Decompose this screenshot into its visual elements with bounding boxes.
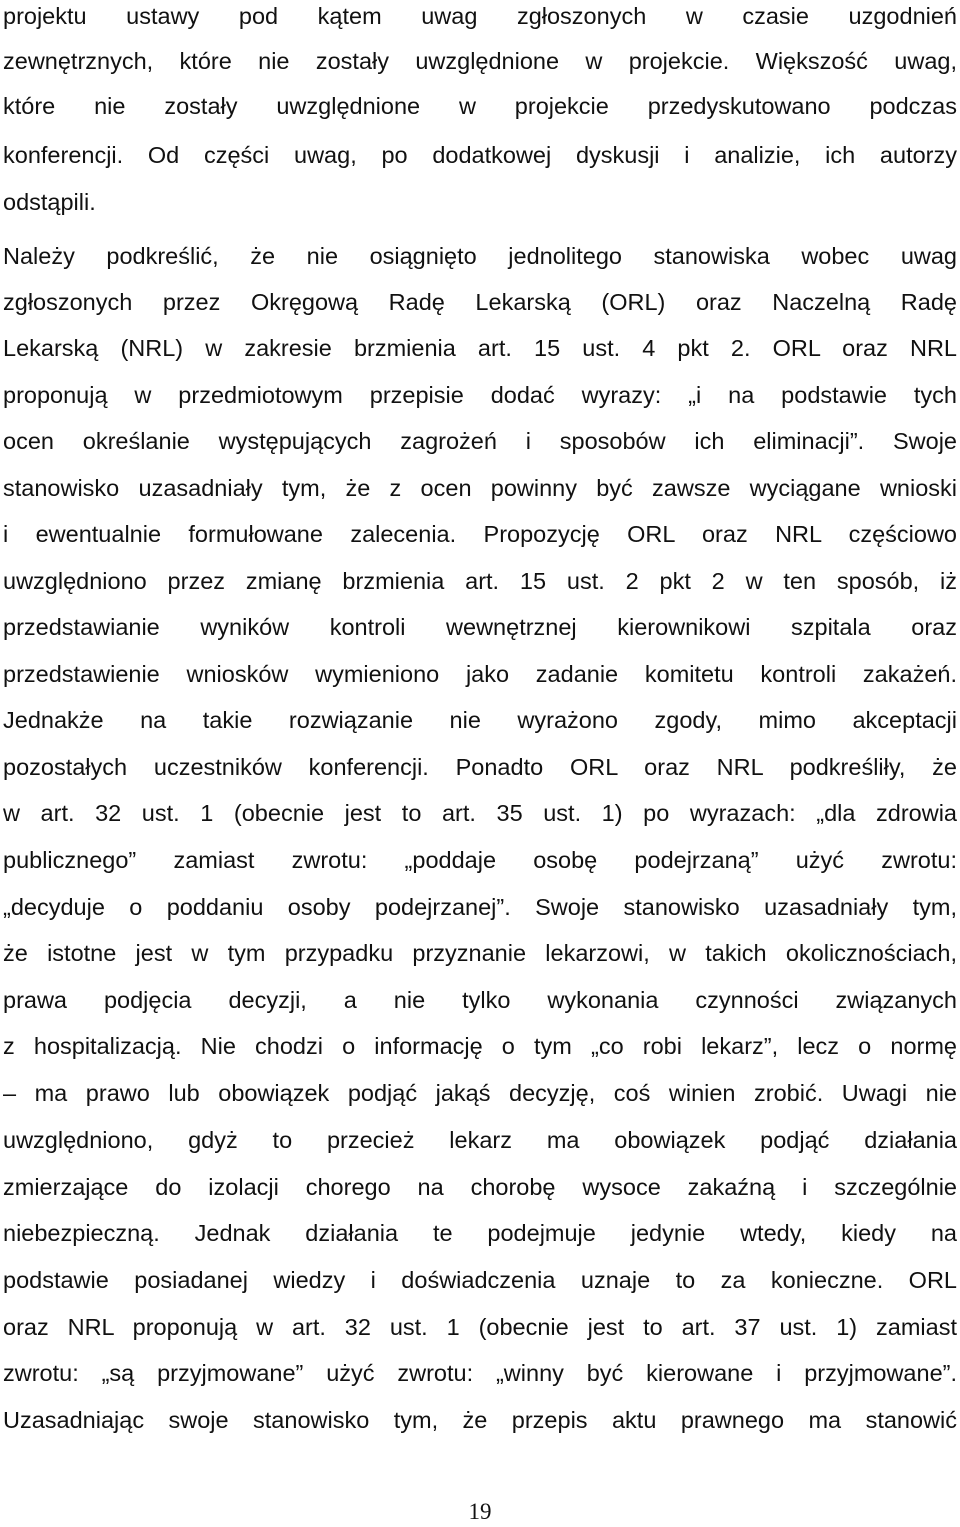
text-line: projektu ustawy pod kątem uwag zgłoszonych w czasie uzgodnień	[3, 3, 957, 29]
text-line: niebezpieczną. Jednak działania te podejmuje jedynie wtedy, kiedy na	[3, 1220, 957, 1246]
text-line: Jednakże na takie rozwiązanie nie wyrażono zgody, mimo akceptacji	[3, 707, 957, 733]
text-line: prawa podjęcia decyzji, a nie tylko wykonania czynności związanych	[3, 987, 957, 1013]
text-line: zwrotu: „są przyjmowane” użyć zwrotu: „winny być kierowane i przyjmowane”.	[3, 1360, 957, 1386]
text-line: podstawie posiadanej wiedzy i doświadczenia uznaje to za konieczne. ORL	[3, 1267, 957, 1293]
text-line: przedstawianie wyników kontroli wewnętrznej kierownikowi szpitala oraz	[3, 614, 957, 640]
text-line: Uzasadniając swoje stanowisko tym, że przepis aktu prawnego ma stanowić	[3, 1407, 957, 1433]
text-line: oraz NRL proponują w art. 32 ust. 1 (obecnie jest to art. 37 ust. 1) zamiast	[3, 1314, 957, 1340]
text-line: uwzględniono przez zmianę brzmienia art. 15 ust. 2 pkt 2 w ten sposób, iż	[3, 568, 957, 594]
text-line: ocen określanie występujących zagrożeń i sposobów ich eliminacji”. Swoje	[3, 428, 957, 454]
text-line: że istotne jest w tym przypadku przyznanie lekarzowi, w takich okolicznościach,	[3, 940, 957, 966]
text-line: stanowisko uzasadniały tym, że z ocen powinny być zawsze wyciągane wnioski	[3, 475, 957, 501]
text-line: proponują w przedmiotowym przepisie dodać wyrazy: „i na podstawie tych	[3, 382, 957, 408]
text-line: uwzględniono, gdyż to przecież lekarz ma obowiązek podjąć działania	[3, 1127, 957, 1153]
text-line: odstąpili.	[3, 189, 96, 215]
text-line: z hospitalizacją. Nie chodzi o informację o tym „co robi lekarz”, lecz o normę	[3, 1033, 957, 1059]
text-line: które nie zostały uwzględnione w projekcie przedyskutowano podczas	[3, 93, 957, 119]
text-line: w art. 32 ust. 1 (obecnie jest to art. 35 ust. 1) po wyrazach: „dla zdrowia	[3, 800, 957, 826]
text-line: publicznego” zamiast zwrotu: „poddaje osobę podejrzaną” użyć zwrotu:	[3, 847, 957, 873]
text-line: zmierzające do izolacji chorego na chorobę wysoce zakaźną i szczególnie	[3, 1174, 957, 1200]
text-line: zgłoszonych przez Okręgową Radę Lekarską (ORL) oraz Naczelną Radę	[3, 289, 957, 315]
text-line: – ma prawo lub obowiązek podjąć jakąś decyzję, coś winien zrobić. Uwagi nie	[3, 1080, 957, 1106]
text-line: pozostałych uczestników konferencji. Ponadto ORL oraz NRL podkreśliły, że	[3, 754, 957, 780]
text-line: i ewentualnie formułowane zalecenia. Propozycję ORL oraz NRL częściowo	[3, 521, 957, 547]
text-line: zewnętrznych, które nie zostały uwzględnione w projekcie. Większość uwag,	[3, 48, 957, 74]
text-line: „decyduje o poddaniu osoby podejrzanej”. Swoje stanowisko uzasadniały tym,	[3, 894, 957, 920]
text-line: Lekarską (NRL) w zakresie brzmienia art. 15 ust. 4 pkt 2. ORL oraz NRL	[3, 335, 957, 361]
page-number: 19	[468, 1499, 492, 1524]
text-line: konferencji. Od części uwag, po dodatkowej dyskusji i analizie, ich autorzy	[3, 142, 957, 168]
text-line: Należy podkreślić, że nie osiągnięto jednolitego stanowiska wobec uwag	[3, 243, 957, 269]
text-line: przedstawienie wniosków wymieniono jako zadanie komitetu kontroli zakażeń.	[3, 661, 957, 687]
